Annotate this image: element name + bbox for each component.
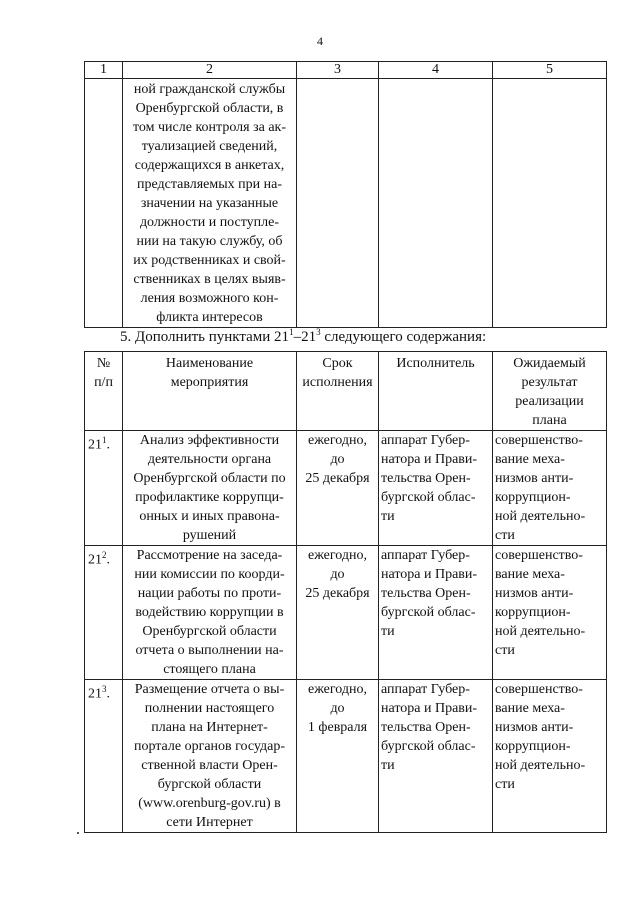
col-number-5: 5 (493, 62, 607, 79)
activity-name: Анализ эффективности деятельности органа Оренбургской области по профилактике коррупци- онных и иных правона- рушений (123, 431, 297, 546)
deadline: ежегодно, до 25 декабря (297, 431, 379, 546)
header-name: Наименование мероприятия (123, 352, 297, 431)
header-num: № п/п (85, 352, 123, 431)
empty-cell (85, 79, 123, 328)
table-row (85, 680, 607, 833)
row-number: $21^1$. (85, 431, 123, 546)
deadline: ежегодно, до 25 декабря (297, 546, 379, 680)
executor: аппарат Губер- натора и Прави- тельства Орен- бургской облас- ти (379, 431, 493, 546)
table-row (85, 546, 607, 680)
paragraph-text: –21 (293, 329, 317, 345)
paragraph-text: следующего содержания: (320, 329, 487, 345)
row-number: $21^2$. (85, 546, 123, 680)
activity-name: Размещение отчета о вы- полнении настоящего плана на Интернет- портале органов государ- ственной власти Орен- бургской области (www.orenburg-gov.ru) в сети Интернет (123, 680, 297, 833)
header-deadline: Срок исполнения (297, 352, 379, 431)
activity-name: Рассмотрение на заседа- нии комиссии по коорди- нации работы по проти- водействию коррупции в Оренбургской области отчета о выполнении на- стоящего плана (123, 546, 297, 680)
empty-cell (379, 79, 493, 328)
header-row (85, 352, 607, 431)
expected-result: совершенство- вание меха- низмов анти- коррупцион- ной деятельно- сти (493, 431, 607, 546)
executor: аппарат Губер- натора и Прави- тельства Орен- бургской облас- ти (379, 546, 493, 680)
paragraph-text: 5. Дополнить пунктами 21 (120, 329, 290, 345)
paragraph-5 (120, 327, 486, 346)
header-executor: Исполнитель (379, 352, 493, 431)
continuation-table (84, 61, 607, 328)
expected-result: совершенство- вание меха- низмов анти- коррупцион- ной деятельно- сти (493, 546, 607, 680)
header-result: Ожидаемый результат реализации плана (493, 352, 607, 431)
col-number-1: 1 (85, 62, 123, 79)
col-number-4: 4 (379, 62, 493, 79)
superscript: 1 (289, 327, 294, 337)
continuation-row (85, 79, 607, 328)
table-row (85, 431, 607, 546)
executor: аппарат Губер- натора и Прави- тельства Орен- бургской облас- ти (379, 680, 493, 833)
row-number: $21^3$. (85, 680, 123, 833)
expected-result: совершенство- вание меха- низмов анти- коррупцион- ной деятельно- сти (493, 680, 607, 833)
empty-cell (493, 79, 607, 328)
column-number-row (85, 62, 607, 79)
continuation-text: ной гражданской службы Оренбургской области, в том числе контроля за ак- туализацией сведений, содержащихся в анкетах, представляемых при на- значении на указанные должности и поступле- нии на такую службу, об их родственниках и свой- ственниках в целях выяв- ления возможного кон- фликта интересов (123, 79, 297, 328)
empty-cell (297, 79, 379, 328)
col-number-2: 2 (123, 62, 297, 79)
scan-speck (77, 832, 79, 834)
plan-table (84, 351, 607, 833)
deadline: ежегодно, до 1 февраля (297, 680, 379, 833)
superscript: 3 (316, 327, 321, 337)
page-number: 4 (317, 34, 323, 48)
col-number-3: 3 (297, 62, 379, 79)
